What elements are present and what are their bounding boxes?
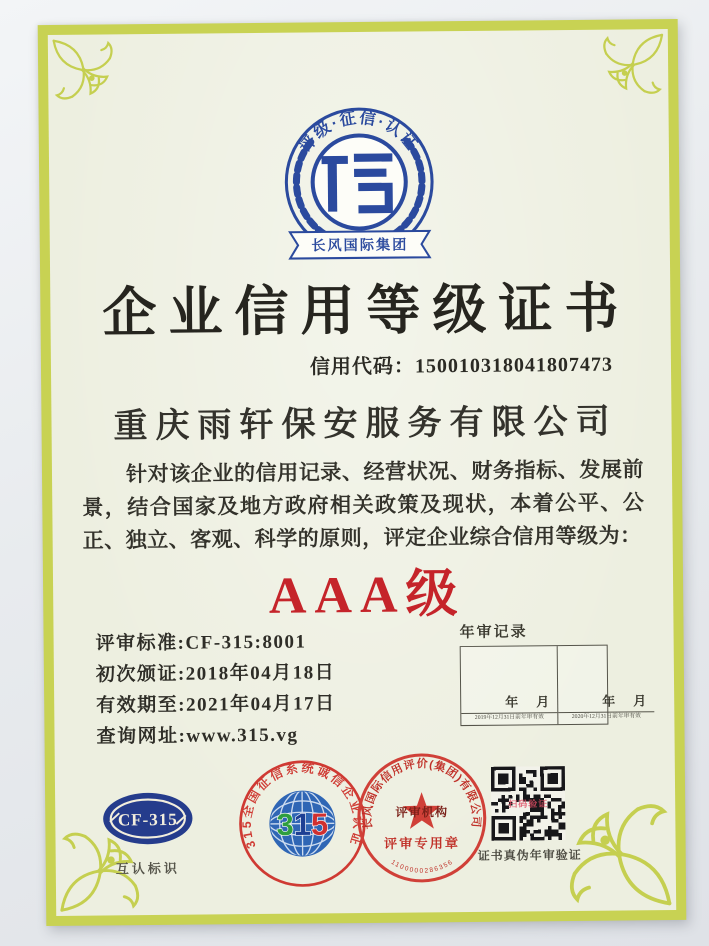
credit-rating-value: AAA级	[268, 566, 466, 625]
svg-text:长风国际信用评价(集团)有限公司: 长风国际信用评价(集团)有限公司	[361, 758, 482, 830]
annual-review-note	[461, 712, 557, 725]
credit-code-value: 150010318041807473	[414, 353, 614, 378]
detail-value: 2021年04月17日	[185, 693, 336, 716]
qr-caption: 证书真伪年审验证	[477, 847, 582, 863]
svg-text:评审机构: 评审机构	[395, 805, 449, 820]
svg-text:CF-315: CF-315	[117, 809, 178, 830]
month-label: 月	[633, 693, 647, 709]
detail-label: 评审标准:	[95, 632, 186, 655]
detail-label: 初次颁证:	[95, 663, 186, 686]
detail-row-query-url	[96, 719, 336, 752]
certificate-title: 企业信用等级证书	[102, 278, 631, 344]
detail-label: 有效期至:	[96, 694, 187, 717]
year-label: 年	[602, 693, 616, 709]
corner-flourish-icon	[51, 37, 122, 108]
credit-code-label: 信用代码：	[309, 355, 416, 379]
company-name: 重庆雨轩保安服务有限公司	[113, 402, 618, 446]
detail-row-valid-until	[96, 688, 336, 721]
qr-code	[491, 766, 566, 841]
annual-review-box	[460, 645, 647, 726]
month-label: 月	[536, 694, 550, 710]
annual-review-note-text: 2020年12月31日前年审有效	[571, 712, 641, 720]
detail-row-standard	[95, 626, 335, 659]
svg-text:315全国征信系统诚信企业认证: 315全国征信系统诚信企业认证	[239, 760, 365, 851]
certificate-paper	[48, 29, 676, 916]
year-label: 年	[505, 694, 519, 710]
year-month-row	[558, 645, 655, 712]
detail-value: www.315.vg	[186, 724, 299, 747]
certificate-body-text: 针对该企业的信用记录、经营状况、财务指标、发展前景，结合国家及地方政府相关政策及现状，本着公平、公正、独立、客观、科学的原则，评定企业综合信用等级为：	[82, 457, 645, 553]
qr-overlay-text: 扫码验证	[508, 798, 549, 810]
annual-review-note-text: 2019年12月31日前年审有效	[474, 713, 544, 721]
annual-review-note	[558, 711, 654, 724]
globe-315-seal-icon	[235, 756, 370, 891]
globe-315-digits: 315	[276, 806, 329, 843]
annual-review-cell	[461, 646, 558, 725]
detail-value: CF-315:8001	[185, 631, 307, 654]
annual-review-section	[459, 620, 647, 726]
detail-row-issue-date	[96, 657, 336, 690]
svg-text:评级·征信·认证: 评级·征信·认证	[296, 108, 422, 156]
credit-code	[310, 348, 613, 380]
mutual-recognition-caption: 互认标识	[115, 860, 180, 877]
detail-value: 2018年04月18日	[185, 662, 336, 685]
annual-review-title: 年审记录	[459, 624, 528, 642]
company-star-seal-icon	[353, 749, 491, 887]
corner-flourish-icon	[595, 32, 666, 103]
svg-text:长风国际集团: 长风国际集团	[311, 237, 409, 255]
svg-text:1100000286356: 1100000286356	[389, 858, 455, 875]
cf315-logo-icon	[100, 790, 196, 848]
year-month-row	[461, 646, 558, 713]
credit-rating-emblem-icon	[272, 95, 446, 269]
certificate	[38, 19, 687, 926]
certificate-details	[95, 626, 336, 752]
annual-review-cell	[557, 645, 655, 724]
svg-text:评审专用章: 评审专用章	[383, 835, 461, 852]
detail-label: 查询网址:	[96, 725, 187, 748]
